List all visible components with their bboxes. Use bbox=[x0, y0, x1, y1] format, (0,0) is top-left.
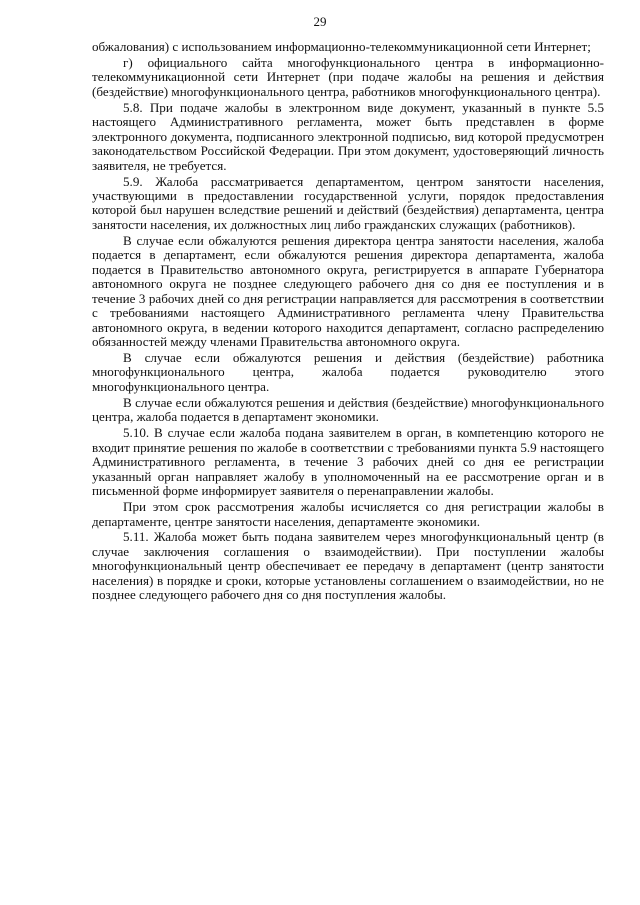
paragraph-5-10: 5.10. В случае если жалоба подана заявителем в орган, в компетенцию которого не входит принятие решения по жалобе в соответствии с требованиями пункта 5.9 настоящего Административного регламента, в течение 3 рабочих дней со дня ее регистрации указанный орган направляет жалобу в уполномоченный на ее рассмотрение орган и в письменной форме информирует заявителя о перенаправлении жалобы. bbox=[92, 425, 604, 499]
document-body bbox=[92, 40, 604, 604]
paragraph-item-g: г) официального сайта многофункционального центра в информационно-телекоммуникационной сети Интернет (при подаче жалобы на решения и действия (бездействие) многофункционального центра, работников многофункционального центра). bbox=[92, 54, 604, 99]
paragraph-5-11: 5.11. Жалоба может быть подана заявителем через многофункциональный центр (в случае заключения соглашения о взаимодействии). При поступлении жалобы многофункциональный центр обеспечивает ее передачу в департамент (центр занятости населения) в порядке и сроки, которые установлены соглашением о взаимодействии, но не позднее следующего рабочего дня со дня поступления жалобы. bbox=[92, 529, 604, 603]
paragraph-5-8: 5.8. При подаче жалобы в электронном виде документ, указанный в пункте 5.5 настоящего Административного регламента, может быть представлен в форме электронного документа, подписанного электронной подписью, вид которой предусмотрен законодательством Российской Федерации. При этом документ, удостоверяющий личность заявителя, не требуется. bbox=[92, 99, 604, 173]
paragraph-continuation: обжалования) с использованием информационно-телекоммуникационной сети Интернет; bbox=[92, 39, 591, 54]
paragraph-5-9-mfc: В случае если обжалуются решения и действия (бездействие) многофункционального центра, жалоба подается в департамент экономики. bbox=[92, 394, 604, 425]
paragraph-5-9: 5.9. Жалоба рассматривается департаментом, центром занятости населения, участвующими в предоставлении государственной услуги, порядок предоставления которой был нарушен вследствие решений и действий (бездействия) департамента, центра занятости населения, их должностных лиц либо гражданских служащих (работников). bbox=[92, 173, 604, 232]
paragraph-5-9-mfc-worker: В случае если обжалуются решения и действия (бездействие) работника многофункционального центра, жалоба подается руководителю этого многофункционального центра. bbox=[92, 350, 604, 394]
page-number: 29 bbox=[313, 14, 327, 29]
paragraph-5-10-term: При этом срок рассмотрения жалобы исчисляется со дня регистрации жалобы в департаменте, центре занятости населения, департаменте экономики. bbox=[92, 499, 604, 529]
paragraph-5-9-director: В случае если обжалуются решения директора центра занятости населения, жалоба подается в департамент, если обжалуются решения директора департамента, жалоба подается в Правительство автономного округа, регистрируется в аппарате Губернатора автономного округа не позднее следующего рабочего дня со дня ее поступления и в течение 3 рабочих дней со дня регистрации направляется для рассмотрения в соответствии с требованиями настоящего Административного регламента члену Правительства автономного округа, в ведении которого находится департамент, согласно распределению обязанностей между членами Правительства автономного округа. bbox=[92, 232, 604, 350]
